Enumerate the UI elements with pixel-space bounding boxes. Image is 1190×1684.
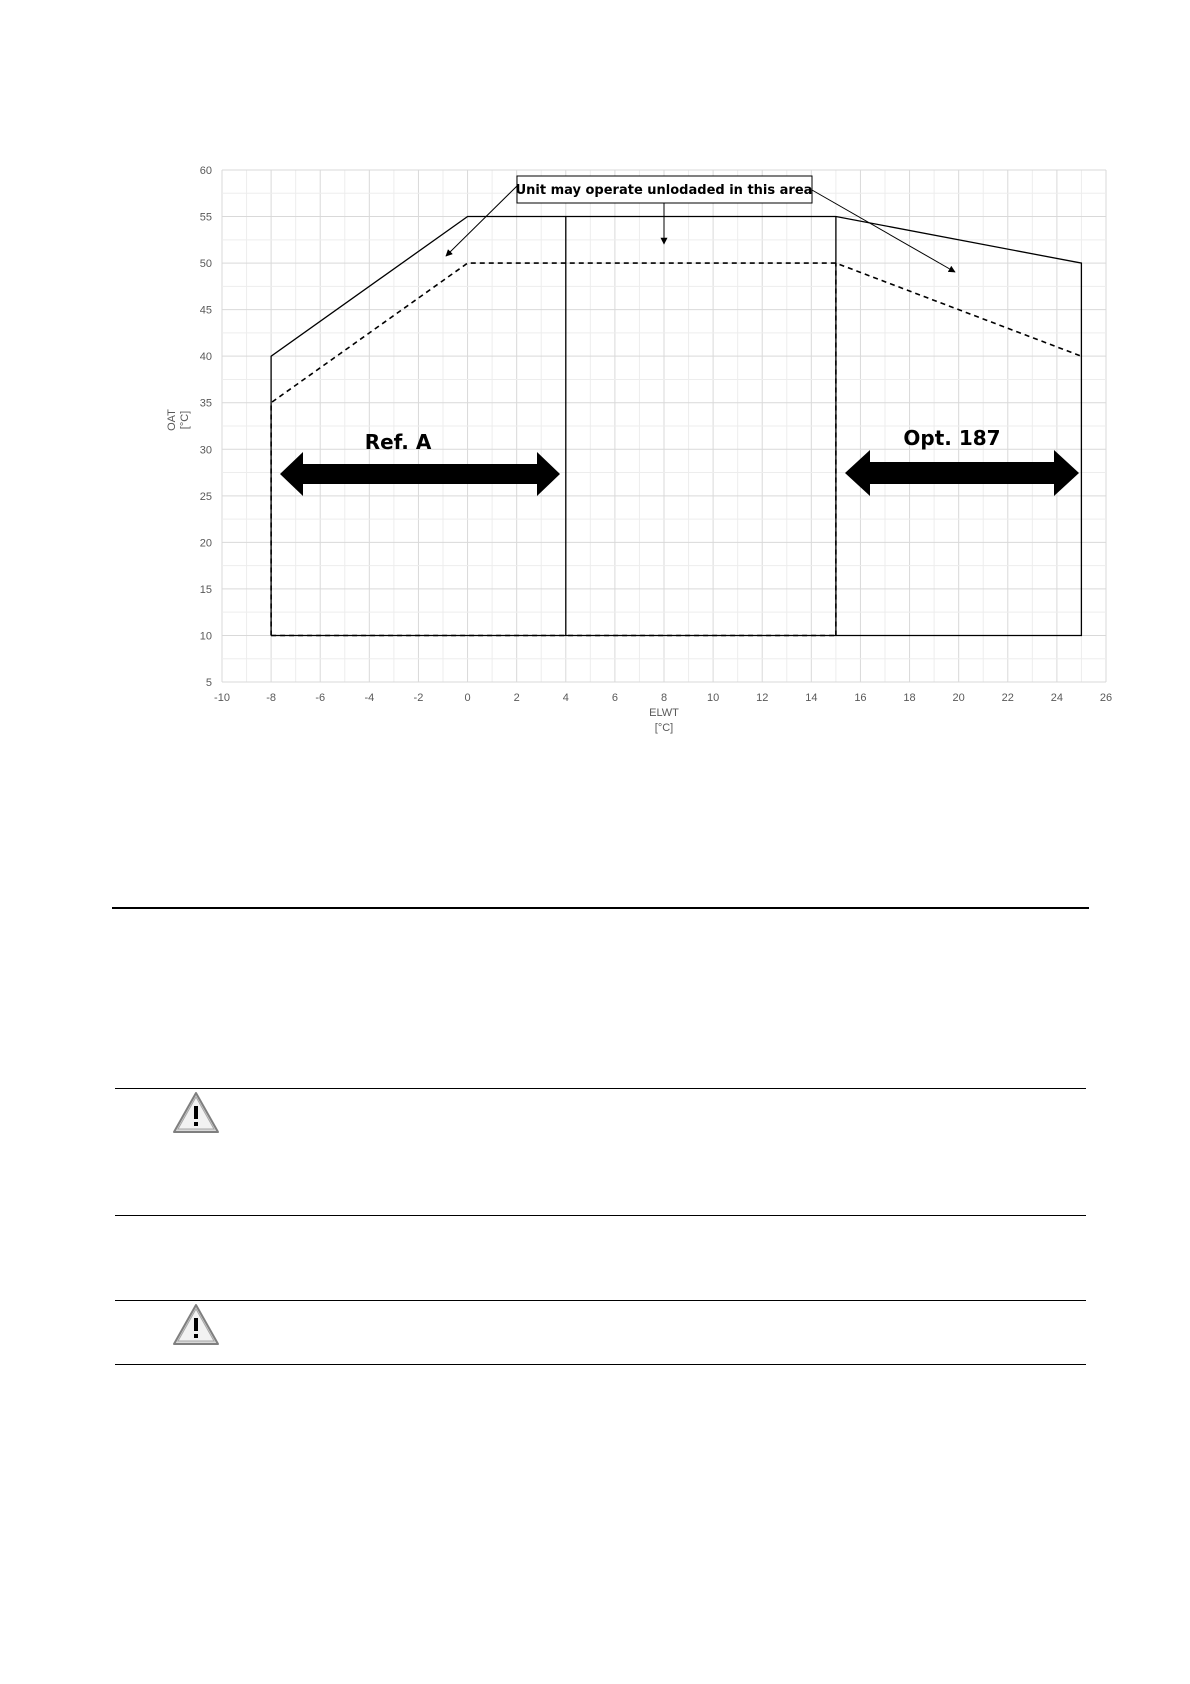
x-tick-label: 10	[706, 692, 720, 704]
x-tick-label: -6	[315, 692, 326, 704]
annotation-arrow	[812, 190, 955, 272]
opt-187-label: Opt. 187	[903, 426, 1001, 450]
y-tick-label: 35	[199, 397, 212, 410]
x-tick-label: 8	[660, 692, 668, 704]
x-axis-ticks	[214, 692, 1112, 704]
x-axis-unit: [°C]	[654, 722, 674, 734]
x-tick-label: 20	[952, 692, 965, 704]
y-tick-label: 45	[199, 304, 212, 317]
opt-187-double-arrow	[845, 450, 1079, 496]
warning-icon	[170, 1300, 222, 1352]
x-tick-label: 16	[854, 692, 867, 704]
ref-a-label: Ref. A	[364, 430, 432, 454]
x-tick-label: -2	[413, 692, 424, 704]
x-tick-label: -10	[214, 692, 230, 704]
ref-a-double-arrow	[280, 452, 560, 496]
warning-icon	[170, 1088, 222, 1140]
x-tick-label: 24	[1050, 692, 1064, 704]
warning-box-bottom-rule	[115, 1215, 1086, 1216]
y-axis-unit: [°C]	[179, 410, 191, 430]
y-axis-ticks	[200, 165, 212, 689]
warning-box-bottom-rule	[115, 1364, 1086, 1365]
x-tick-label: -8	[266, 692, 277, 704]
y-tick-label: 55	[199, 211, 212, 224]
x-tick-label: 26	[1099, 692, 1113, 704]
x-axis-label: ELWT	[649, 707, 679, 719]
annotation-text: Unit may operate unlodaded in this area	[515, 183, 813, 198]
operating-envelope-chart	[0, 0, 1190, 760]
x-tick-label: 0	[464, 692, 471, 704]
x-tick-label: -4	[364, 692, 375, 704]
y-tick-label: 30	[199, 444, 212, 457]
y-tick-label: 15	[199, 583, 212, 596]
annotation-arrow	[446, 186, 517, 256]
warning-box-top-rule	[115, 1088, 1086, 1089]
y-tick-label: 60	[199, 165, 212, 177]
x-tick-label: 6	[611, 692, 618, 704]
x-tick-label: 4	[562, 692, 569, 704]
x-tick-label: 22	[1001, 692, 1014, 704]
x-tick-label: 2	[513, 692, 520, 704]
y-tick-label: 5	[205, 677, 212, 689]
x-tick-label: 14	[805, 692, 818, 704]
y-axis-label: OAT	[166, 409, 178, 431]
y-tick-label: 25	[199, 490, 212, 503]
y-tick-label: 40	[199, 351, 212, 364]
x-tick-label: 12	[756, 692, 769, 704]
x-tick-label: 18	[903, 692, 916, 704]
warning-box-top-rule	[115, 1300, 1086, 1301]
y-tick-label: 20	[199, 537, 212, 550]
y-tick-label: 10	[199, 630, 212, 643]
y-tick-label: 50	[199, 258, 212, 271]
section-divider	[112, 907, 1089, 909]
